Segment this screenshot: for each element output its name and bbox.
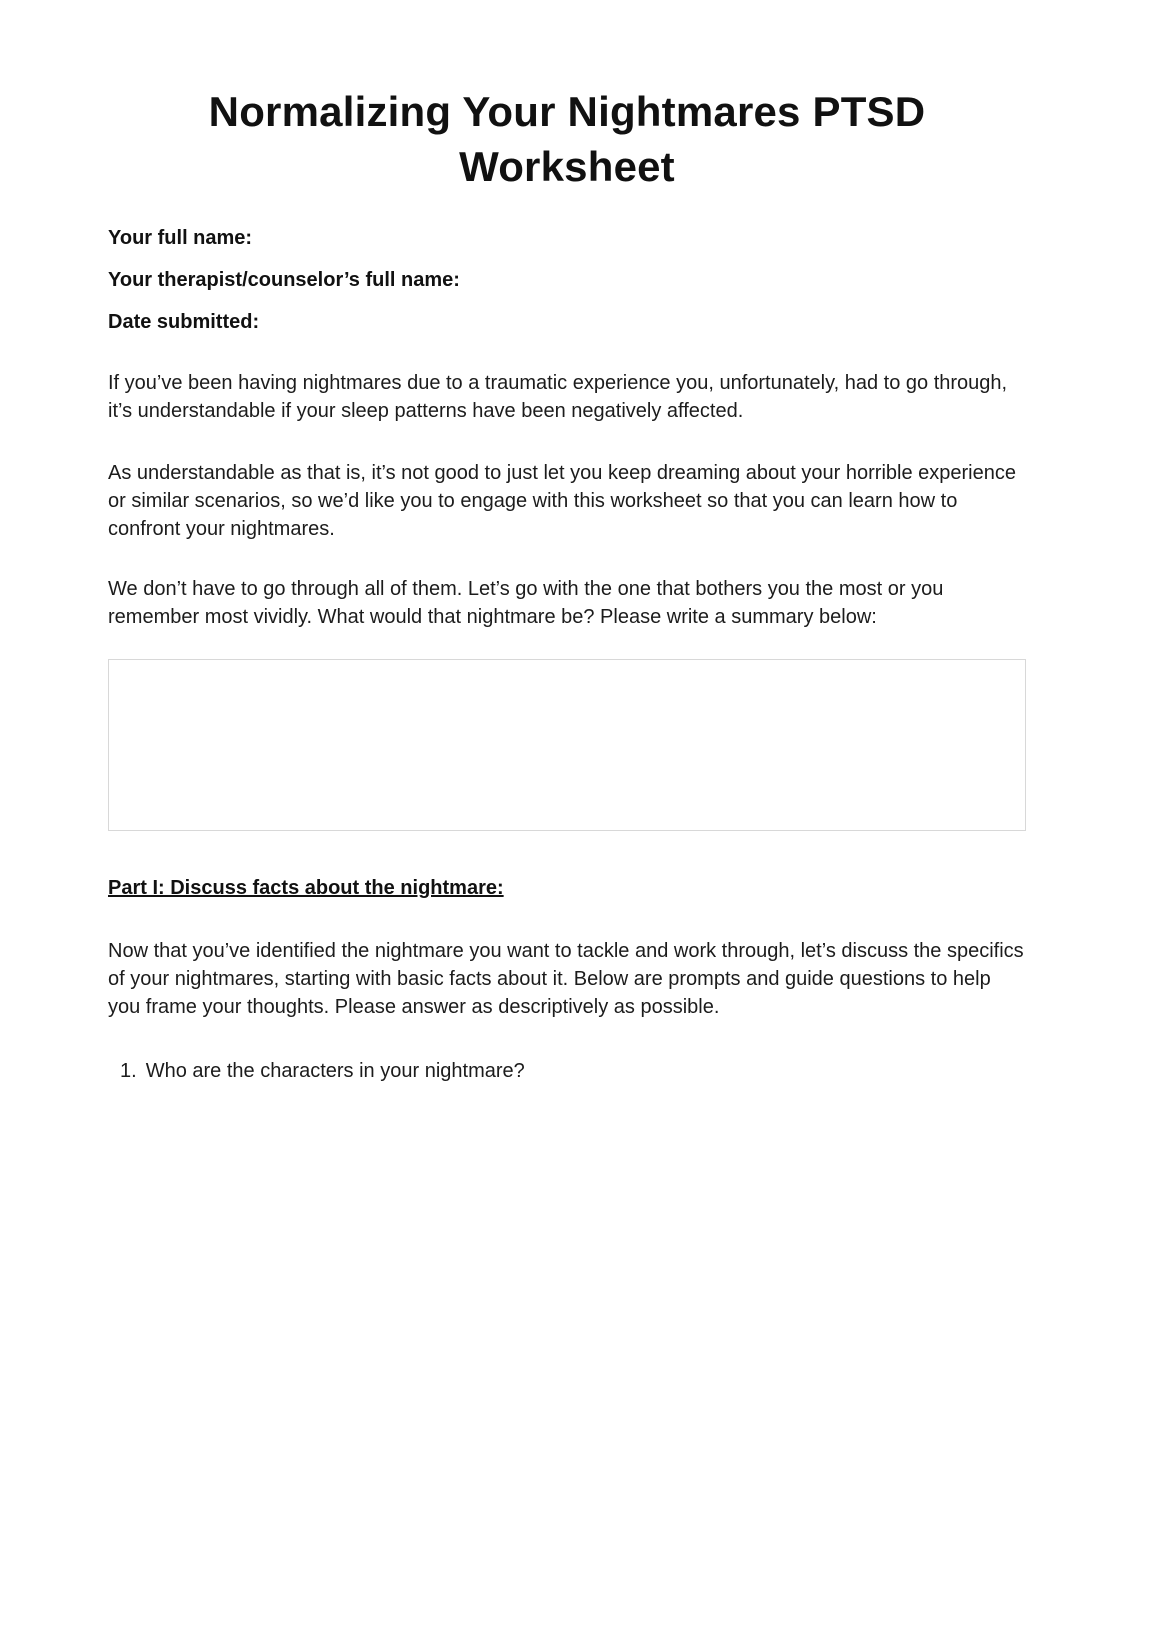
header-fields bbox=[108, 225, 1026, 335]
full-name-label: Your full name: bbox=[108, 226, 253, 249]
date-submitted-label: Date submitted: bbox=[108, 310, 260, 333]
therapist-name-label: Your therapist/counselor’s full name: bbox=[108, 268, 460, 291]
worksheet-content bbox=[0, 84, 1176, 1085]
nightmare-summary-input[interactable] bbox=[108, 659, 1026, 831]
question-number: 1. bbox=[120, 1059, 137, 1082]
part1-heading: Part I: Discuss facts about the nightmare: bbox=[108, 876, 504, 899]
intro-paragraph-1: If you’ve been having nightmares due to a traumatic experience you, unfortunately, had to go through, it’s understandable if your sleep patterns have been negatively affected. bbox=[108, 371, 1008, 422]
question-text: Who are the characters in your nightmare? bbox=[145, 1059, 525, 1082]
part1-intro-paragraph: Now that you’ve identified the nightmare you want to tackle and work through, let’s discuss the specifics of your nightmares, starting with basic facts about it. Below are prompts and guide questions to help you frame your thoughts. Please answer as descriptively as possible. bbox=[108, 939, 1024, 1018]
page-title: Normalizing Your Nightmares PTSD Worksheet bbox=[208, 88, 926, 191]
intro-paragraph-2: As understandable as that is, it’s not good to just let you keep dreaming about your horrible experience or similar scenarios, so we’d like you to engage with this worksheet so that you can learn how to confront your nightmares. bbox=[108, 461, 1016, 540]
question-item-1 bbox=[108, 1057, 1026, 1085]
intro-paragraph-3: We don’t have to go through all of them. Let’s go with the one that bothers you the most or you remember most vividly. What would that nightmare be? Please write a summary below: bbox=[108, 577, 944, 628]
